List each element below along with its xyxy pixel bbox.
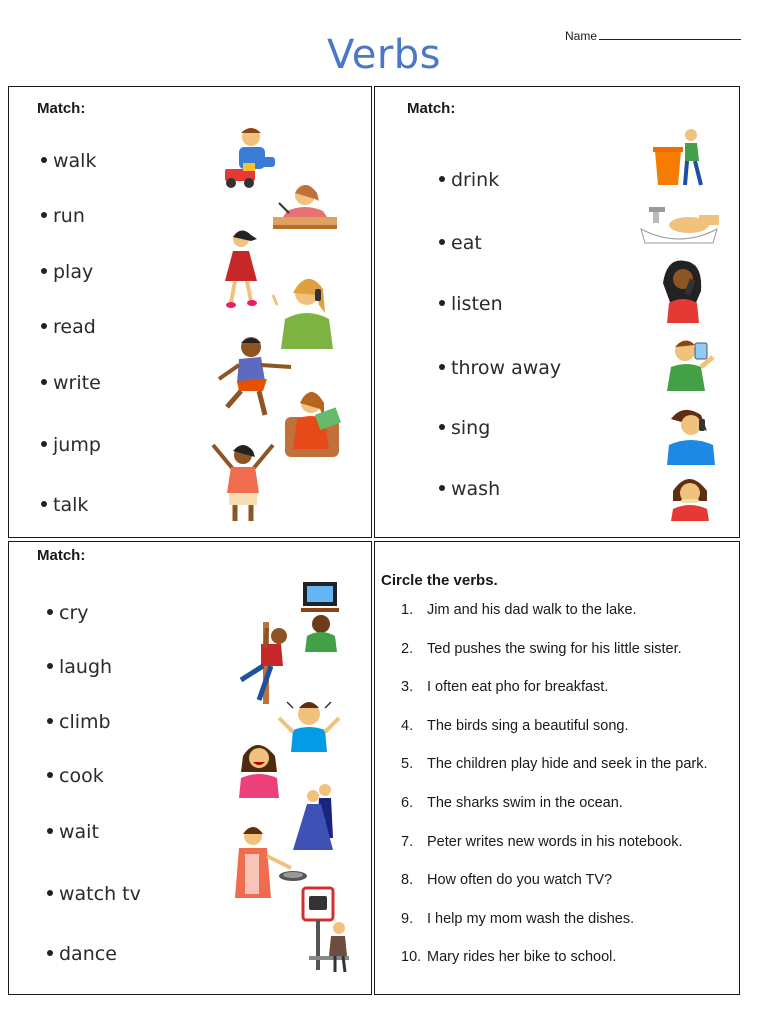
word-walk[interactable] [41, 150, 96, 172]
sentence-item[interactable] [401, 756, 708, 795]
word-talk[interactable] [41, 494, 88, 516]
word-text: wash [451, 478, 501, 500]
word-text: play [53, 261, 94, 283]
word-run[interactable] [41, 205, 85, 227]
man-waiting-bus-icon[interactable] [299, 884, 351, 974]
match-panel-2 [374, 86, 740, 538]
word-cook[interactable] [47, 765, 104, 787]
sentence-text: How often do you watch TV? [427, 872, 613, 889]
page-title: Verbs [326, 32, 442, 78]
woman-listening-phone-icon[interactable] [661, 405, 721, 467]
name-blank-line [599, 28, 741, 40]
sentence-text: The children play hide and seek in the park. [427, 756, 708, 773]
girl-jumping-icon[interactable] [207, 439, 279, 525]
word-text: listen [451, 293, 503, 315]
sentence-number: 6. [401, 794, 414, 811]
sentence-text: Jim and his dad walk to the lake. [427, 602, 637, 618]
sentence-text: I help my mom wash the dishes. [427, 910, 635, 927]
word-text: read [53, 316, 96, 338]
word-sing[interactable] [439, 417, 490, 439]
match-label: Match: [37, 547, 86, 564]
word-climb[interactable] [47, 711, 111, 733]
circle-verbs-title: Circle the verbs. [381, 572, 498, 589]
word-text: climb [59, 711, 111, 733]
word-text: cook [59, 765, 104, 787]
sentence-text: Peter writes new words in his notebook. [427, 833, 683, 850]
word-text: sing [451, 417, 491, 439]
sentence-text: The sharks swim in the ocean. [427, 794, 623, 811]
sentence-number: 2. [401, 640, 414, 657]
sentence-item[interactable] [401, 679, 708, 718]
word-text: eat [451, 232, 482, 254]
word-text: laugh [59, 656, 113, 678]
circle-verbs-panel [374, 541, 740, 995]
sentence-number: 7. [401, 833, 414, 850]
sentence-item[interactable] [401, 834, 708, 873]
match-label: Match: [37, 100, 86, 117]
child-watching-tv-icon[interactable] [299, 580, 343, 654]
word-drink[interactable] [439, 169, 499, 191]
sentence-text: I often eat pho for breakfast. [427, 679, 609, 696]
name-label: Name [565, 29, 598, 43]
sentence-number: 1. [401, 602, 414, 618]
girl-singing-icon[interactable] [657, 259, 707, 325]
girl-laughing-icon[interactable] [235, 740, 283, 800]
word-throw-away[interactable] [439, 357, 561, 379]
boy-crying-icon[interactable] [277, 698, 341, 754]
match-panel-3 [8, 541, 372, 995]
word-write[interactable] [41, 372, 101, 394]
woman-reading-icon[interactable] [281, 387, 343, 461]
word-wait[interactable] [47, 821, 99, 843]
sentence-item[interactable] [401, 641, 708, 680]
word-listen[interactable] [439, 293, 503, 315]
boy-drinking-icon[interactable] [665, 337, 721, 393]
sentence-text: Ted pushes the swing for his little sister. [427, 640, 682, 657]
girl-writing-icon[interactable] [269, 179, 341, 231]
word-text: run [53, 205, 85, 227]
word-text: drink [451, 169, 500, 191]
word-text: throw away [451, 357, 562, 379]
word-read[interactable] [41, 316, 96, 338]
word-dance[interactable] [47, 943, 117, 965]
name-field[interactable] [565, 28, 741, 43]
match-label: Match: [407, 100, 456, 117]
sentence-item[interactable] [401, 872, 708, 911]
sentence-list [401, 602, 708, 988]
sentence-text: The birds sing a beautiful song. [427, 717, 629, 734]
word-text: walk [53, 150, 97, 172]
sentence-number: 9. [401, 910, 414, 927]
word-play[interactable] [41, 261, 93, 283]
sentence-number: 3. [401, 679, 414, 696]
word-cry[interactable] [47, 602, 89, 624]
word-text: cry [59, 602, 89, 624]
hands-washing-icon[interactable] [637, 205, 721, 251]
boy-climbing-icon[interactable] [235, 620, 293, 706]
sentence-number: 4. [401, 717, 414, 734]
word-text: dance [59, 943, 117, 965]
sentence-item[interactable] [401, 602, 708, 641]
word-eat[interactable] [439, 232, 482, 254]
word-jump[interactable] [41, 434, 101, 456]
girl-walking-icon[interactable] [217, 227, 263, 311]
sentence-text: Mary rides her bike to school. [427, 949, 617, 966]
word-text: watch tv [59, 883, 141, 905]
word-text: talk [53, 494, 89, 516]
word-text: write [53, 372, 101, 394]
word-text: wait [59, 821, 99, 843]
word-watch-tv[interactable] [47, 883, 141, 905]
boy-throwing-trash-icon[interactable] [651, 127, 709, 189]
sentence-item[interactable] [401, 718, 708, 757]
sentence-number: 8. [401, 872, 414, 889]
sentence-number: 10. [401, 949, 422, 966]
word-laugh[interactable] [47, 656, 112, 678]
sentence-item[interactable] [401, 795, 708, 834]
girl-eating-icon[interactable] [667, 473, 713, 521]
sentence-number: 5. [401, 756, 414, 773]
sentence-item[interactable] [401, 949, 708, 988]
word-wash[interactable] [439, 478, 500, 500]
sentence-item[interactable] [401, 911, 708, 950]
match-panel-1 [8, 86, 372, 538]
word-text: jump [53, 434, 101, 456]
